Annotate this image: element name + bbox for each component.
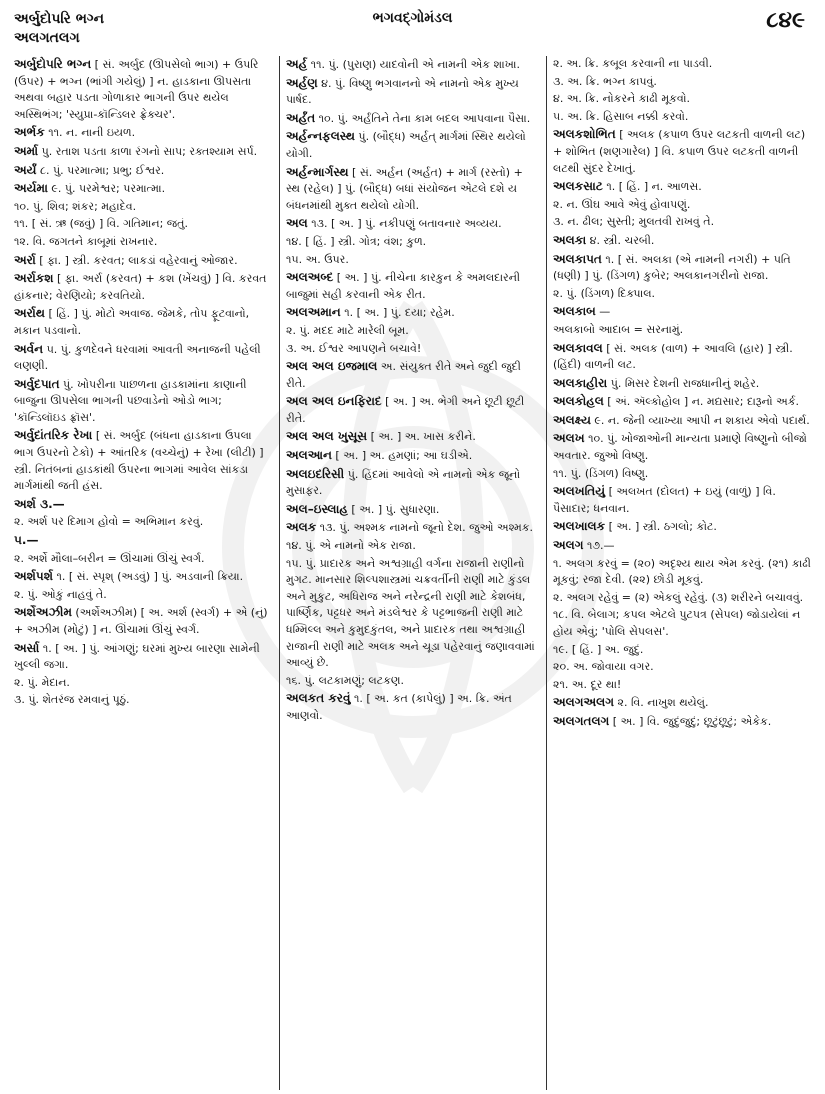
dictionary-entry	[553, 340, 815, 374]
dictionary-entry	[14, 252, 272, 270]
entry-headword: અલખ	[553, 431, 585, 446]
entry-definition: ૪. અ. ક્રિ. નોકરને કાઢી મૂકવો.	[553, 92, 690, 106]
entry-definition: ૩. પું. શેતરંજ રમવાનું પૂઠું.	[14, 693, 130, 707]
entry-sense	[286, 234, 540, 251]
column-divider	[546, 56, 547, 1090]
entry-definition: ૯. પું. પરમેશ્વર; પરમાત્મા.	[47, 182, 166, 196]
entry-headword: અલકશોભિત	[553, 127, 616, 142]
entry-sense	[14, 216, 272, 233]
dictionary-entry	[553, 483, 815, 517]
entry-headword: અર્વુદાંતરિક રેખા	[14, 428, 93, 443]
entry-headword: અલકોહલ	[553, 394, 604, 409]
entry-definition: [ સં. અર્હન (અર્હત) + માર્ગ (રસ્તો) + સ્થ (રહેલ) ] પું. (બૌદ્ધ) બધાં સંયોજન એટલે દશે ય બંધનમાંથી મુક્ત થયેલો યોગી.	[286, 165, 523, 212]
entry-definition: પું. હિંદમાં આવેલો એ નામનો એક જૂનો મુસાફર.	[286, 467, 521, 498]
dictionary-entry	[14, 376, 272, 427]
column-divider	[279, 56, 280, 1090]
entry-definition: ૧૫. અ. ઉપર.	[286, 252, 349, 266]
header-first-word: અર્બુદોપરિ ભગ્ન	[14, 11, 105, 27]
entry-headword: અર્યં	[14, 162, 37, 177]
header-book-title: ભગવદ્ગોમંડલ	[372, 10, 453, 26]
entry-definition: (અર્શેઅઝીમ) [ અ. અર્શ (સ્વર્ગ) + એ (નું) + અઝીમ (મોટું) ] ન. ઊંચામાં ઊંચું સ્વર્ગ.	[14, 606, 268, 636]
entry-headword: અર્વન	[14, 341, 44, 356]
entry-definition: ૧. [ અ. ] પું. આંગણું; ઘરમાં મુખ્ય બારણા સામેની ખુલ્લી જગા.	[14, 641, 260, 672]
entry-headword: અલગઅલગ	[553, 695, 614, 710]
entry-definition: પું. (બૌદ્ધ) અર્હત્ માર્ગમાં સ્થિર થયેલો યોગી.	[286, 130, 526, 160]
entry-definition: ૧૫. પું. પ્રાદારક અને અશ્વગ્રાહી વર્ગના રાજાની રાણીનો મુગટ. માનસાર શિલ્પશાસ્ત્રમાં ચક્રવર્તીની રાણી માટે કુંડલ અને મુકુટ, અધિરાજ અને નરેન્દ્રની રાણી માટે કેશબંધ, પાર્ષ્ણિક, પટ્ટધર અને મંડલેશ્વર કે પટ્ટભાજની રાણી માટે ધમ્મિલ્લ અને કુમુદકુંતલ, અને પ્રાદારક તથા અશ્વગ્રાહી રાજાની રાણી માટે અલક અને ચૂડા પહેરવાનું જણાવવામાં આવ્યું છે.	[286, 556, 535, 670]
entry-sense	[286, 252, 540, 269]
header-last-word: અલગતલગ	[14, 30, 80, 46]
entry-sense	[553, 677, 815, 694]
dictionary-entry	[14, 305, 272, 339]
entry-definition: ૮. પું. પરમાત્મા; પ્રભુ; ઈશ્વર.	[36, 163, 165, 177]
entry-headword: અલઆન	[286, 448, 332, 463]
entry-definition: ૫. અ. ક્રિ. હિસાબ નક્કી કરવો.	[553, 109, 689, 123]
entry-definition: પુ. રતાશ પડતા કાળા રંગનો સાપ; રક્તશ્યામ સર્પ.	[38, 144, 258, 158]
entry-definition: ૧. [ સં. અલકા (એ નામની નગરી) + પતિ (ધણી) ] પું. (ડિંગળ) કુબેર; અલકાનગરીનો રાજા.	[553, 252, 791, 283]
dictionary-entry	[14, 604, 272, 638]
entry-sense	[553, 286, 815, 303]
entry-headword: અર્હન્નફલસ્થ	[286, 129, 355, 144]
entry-definition: ૩. અ. ક્રિ. ભગ્ન કાપવું.	[553, 74, 657, 88]
dictionary-entry	[286, 428, 540, 446]
entry-sense	[286, 556, 540, 672]
entry-definition: ૨. પું. મેદાન.	[14, 675, 70, 689]
entry-headword: અલકાપત	[553, 251, 602, 266]
dictionary-entry	[14, 341, 272, 375]
entry-definition: ૧૬. પું. લટકામણું; લટકણ.	[286, 673, 404, 687]
entry-definition: [ સં. અર્બુદ (ઊપસેલો ભાગ) + ઉપરિ (ઉપર) + ભગ્ન (ભાંગી ગયેલું) ] ન. હાડકાના ઊપસતા અથવા બહાર પડતા ગોળાકાર ભાગની ઉપર થયેલ અસ્થિભંગ; 'સ્યુપ્રા-કૉન્ડિલર ફ્રેક્ચર'.	[14, 58, 259, 121]
entry-headword: અલકાહીરા	[553, 375, 608, 390]
dictionary-entry	[286, 466, 540, 500]
dictionary-entry	[553, 537, 815, 555]
entry-headword: અર્શ ૩.—	[14, 496, 65, 511]
entry-definition: ૪. પું. વિષ્ણુ ભગવાનનો એ નામનો એક મુખ્ય પાર્ષદ.	[286, 76, 519, 107]
dictionary-entry	[553, 375, 815, 393]
entry-headword: અર્વુદપાત	[14, 376, 60, 391]
dictionary-entry	[14, 427, 272, 494]
entry-definition: [ અલખત (દોલત) + ઇયું (વાળું) ] વિ. પૈસાદાર; ધનવાન.	[553, 485, 776, 515]
entry-definition: પું. મિસર દેશની રાજધાનીનું શહેર.	[607, 376, 760, 390]
entry-sense	[14, 692, 272, 709]
entry-definition: [ અલક (કપાળ ઉપર લટકતી વાળની લટ) + શોભિત (શણગારેલ) ] વિ. કપાળ ઉપર લટકતી વાળની લટથી સુંદર દેખાતું.	[553, 128, 806, 175]
entry-sense	[553, 590, 815, 607]
entry-definition: [ અ. ] સ્ત્રી. ઠગલો; કોટ.	[605, 520, 717, 534]
entry-headword: અલઇદરિસી	[286, 466, 345, 481]
entry-headword: અલ અલ ઇજમાલ	[286, 359, 378, 374]
entry-headword: અલક	[286, 520, 317, 535]
entry-definition: ૨. ન. ઊંઘ આવે એવું હોવાપણું.	[553, 197, 691, 211]
entry-definition: ૨. વિ. નાખુશ થયેલું.	[614, 696, 709, 710]
dictionary-entry	[14, 270, 272, 304]
entry-headword: અર્ભક	[14, 125, 45, 140]
dictionary-entry	[553, 178, 815, 196]
entry-headword: ૫.—	[14, 533, 39, 548]
entry-definition: ૧૨. વિ. જગતને કાબૂમાં રાખનાર.	[14, 234, 158, 248]
dictionary-entry	[553, 518, 815, 536]
dictionary-entry	[286, 358, 540, 392]
entry-definition: [ હિં. ] પું. મોટો અવાજ. જેમકે, તોપ ફૂટવાનો, મકાન પડવાનો.	[14, 307, 250, 337]
entry-definition: ૨. પું. ઓકું નાહવું તે.	[14, 587, 107, 601]
entry-headword: અર્હણ	[286, 75, 318, 90]
entry-definition: [ અ. ] પું. નીચેના કારકુન કે અમલદારની બાજુમાં સહી કરવાની એક રીત.	[286, 271, 521, 301]
entry-definition: ૧. અલગ કરવું = (૨૦) અદૃશ્ય થાય એમ કરવું. (૨૧) કાઢી મૂકવું; રજા દેવી. (૨૨) છોડી મૂકવું.	[553, 556, 811, 587]
entry-definition: ૧૯. [ હિં. ] અ. જુદું.	[553, 642, 644, 656]
entry-headword: અલઅમાન	[286, 305, 341, 320]
entry-headword: અલકત કરવું	[286, 691, 351, 706]
entry-headword: અર્રાકશ	[14, 271, 54, 286]
entry-sense	[553, 197, 815, 214]
entry-headword: અલગ	[553, 538, 584, 553]
entry-headword: અલખતિયું	[553, 484, 606, 499]
entry-sense	[286, 323, 540, 340]
entry-definition: ૪. સ્ત્રી. ચરબી.	[586, 233, 655, 247]
entry-headword: અલકસાટ	[553, 179, 603, 194]
dictionary-entry	[286, 501, 540, 519]
entry-headword: અર્બુદોપરિ ભગ્ન	[14, 57, 92, 71]
dictionary-entry	[14, 143, 272, 161]
entry-sense	[553, 109, 815, 126]
dictionary-entry	[14, 640, 272, 674]
entry-sense	[553, 607, 815, 640]
entry-sense	[553, 466, 815, 483]
dictionary-entry	[553, 430, 815, 464]
entry-definition: —	[595, 305, 611, 319]
entry-sense	[14, 234, 272, 251]
entry-definition: ૧. [ અ. ] પું. દયા; રહેમ.	[340, 306, 455, 320]
entry-definition: ૨. અલગ રહેવું = (૨) એકલું રહેવું. (૩) શરીરને બચાવવું.	[553, 590, 804, 604]
entry-sense	[14, 199, 272, 216]
entry-headword: અર્સા	[14, 640, 40, 655]
entry-sense	[553, 91, 815, 108]
entry-definition: ૫. પું. કુળદેવને ધરવામાં આવતી અનાજની પહેલી લણણી.	[14, 342, 261, 373]
entry-headword: અલક્ષ્ય	[553, 412, 591, 427]
entry-sense	[14, 675, 272, 692]
entry-definition: ૨૦. અ. જોવાયા વગર.	[553, 660, 654, 674]
dictionary-entry	[286, 215, 540, 233]
dictionary-entry	[14, 124, 272, 142]
dictionary-entry	[286, 110, 540, 128]
entry-definition: ૯. ન. જેની વ્યાખ્યા આપી ન શકાય એવો પદાર્થ.	[590, 413, 810, 427]
entry-definition: [ અ. ] અ. ભેગી અને છૂટી છૂટી રીતે.	[286, 395, 525, 425]
entry-headword: અર્શપર્શ	[14, 569, 53, 584]
entry-definition: ૧૩. [ અ. ] પું. નકીપણું બતાવનાર અવ્યય.	[307, 217, 502, 231]
entry-headword: અલ	[286, 216, 308, 231]
entry-definition: ૧૭.—	[583, 539, 615, 553]
entry-definition: [ અ. ] અ. હમણાં; આ ઘડીએ.	[331, 449, 473, 463]
entry-definition: અ. સંયુક્ત રીતે અને જુદી જુદી રીતે.	[286, 360, 521, 390]
entry-headword: અલઅબ્દ	[286, 270, 334, 285]
entry-sense	[553, 56, 815, 73]
dictionary-entry	[553, 303, 815, 321]
entry-headword: અર્રા	[14, 252, 36, 267]
entry-headword: અર્હન્માર્ગસ્થ	[286, 164, 349, 179]
column-2	[286, 56, 540, 1090]
dictionary-entry	[14, 56, 272, 123]
entry-headword: અલકા	[553, 232, 587, 247]
entry-definition: અલકાબો આદાબ = સરનામું.	[553, 322, 684, 336]
entry-sense	[14, 587, 272, 604]
dictionary-entry	[553, 393, 815, 411]
entry-definition: ૧. [ સં. સ્પૃશ્ (અડવું) ] પું. અડવાની ક્રિયા.	[52, 570, 244, 584]
entry-sense	[553, 659, 815, 676]
entry-sense	[553, 74, 815, 91]
dictionary-entry	[553, 694, 815, 712]
entry-sense	[553, 556, 815, 589]
entry-definition: [ ફા. અર્રા (કરવત) + કશ (ખેંચવું) ] વિ. કરવત હાંકનાર; વેરણિયો; કરવતિયો.	[14, 272, 267, 302]
column-3	[553, 56, 815, 1090]
entry-definition: ૧૩. પું. અશ્મક નામનો જૂનો દેશ. જુઓ અશ્મક.	[316, 521, 533, 535]
dictionary-entry	[14, 180, 272, 198]
entry-definition: ૧૧. પું. (ડિંગળ) વિષ્ણુ.	[553, 466, 649, 480]
entry-definition: ૧૮. વિ. બેલાગ; કપલ એટલે પુટપત્ર (સેપલ) જોડાયેલાં ન હોય એવું; 'પોલિ સેપલસ'.	[553, 608, 801, 638]
entry-sense	[286, 538, 540, 555]
dictionary-entry	[553, 412, 815, 430]
entry-definition: ૧૪. પું. એ નામનો એક રાજા.	[286, 539, 416, 553]
entry-definition: ૩. અ. ઈશ્વર આપણને બચાવે!	[286, 341, 422, 355]
entry-headword: અર્યમા	[14, 181, 48, 196]
entry-sense	[553, 642, 815, 659]
entry-sense	[553, 214, 815, 231]
dictionary-entry	[14, 568, 272, 586]
entry-definition: ૧૧. ન. નાની ઇયળ.	[44, 126, 136, 140]
entry-definition: ૧. [ હિં. ] ન. આળસ.	[602, 180, 702, 194]
entry-headword: અર્હ	[286, 57, 308, 71]
dictionary-entry	[553, 232, 815, 250]
dictionary-entry	[286, 519, 540, 537]
entry-definition: ૧૦. પું. ખોજાઓની માન્યતા પ્રમાણે વિષ્ણુનો બીજો અવતાર. જુઓ વિષ્ણુ.	[553, 432, 807, 463]
header-page-number: ૮૪૯	[766, 8, 805, 33]
entry-headword: અલ અલ ખુસૂસ	[286, 429, 368, 444]
entry-headword: અલકાબ	[553, 304, 596, 319]
entry-sense	[14, 514, 272, 531]
entry-definition: [ સં. અર્બુદ (બંધના હાડકાના ઉપલા ભાગ ઉપરનો ટેકો) + આંતરિક (વચ્ચેનું) + રેખા (લીટી) ] સ્ત્રી. નિતંબનાં હાડકાંથી ઉપરના ભાગમાં આવેલ સાંકડા માર્ગમાંથી જતી હંસ.	[14, 429, 264, 493]
entry-definition: ૨. અ. ક્રિ. કબૂલ કરવાની ના પાડવી.	[553, 57, 713, 70]
entry-definition: ૧૪. [ હિં. ] સ્ત્રી. ગોત્ર; વંશ; કુળ.	[286, 234, 427, 248]
entry-headword: અલ–ઇસ્લાહ	[286, 501, 348, 516]
entry-definition: ૧૧. [ સં. ઋ (જવું) ] વિ. ગતિમાન; જતું.	[14, 217, 188, 231]
dictionary-entry	[553, 126, 815, 177]
entry-definition: ૧૧. પું. (પુરાણ) યાદવોની એ નામની એક શાખા.	[307, 58, 520, 71]
entry-sense	[286, 673, 540, 690]
entry-definition: ૩. ન. ઢીલ; સુસ્તી; મુલતવી રાખવું તે.	[553, 215, 715, 229]
entry-definition: પું. ખોપરીના પાછળના હાડકામાંના કાણાની બાજુના ઊપસેલા ભાગની પછવાડેનો ઓડો ભાગ; 'કૉન્ડિલૉઇડ ફ્રૉસ'.	[14, 377, 247, 424]
dictionary-entry	[286, 304, 540, 322]
entry-headword: અલગતલગ	[553, 713, 610, 728]
dictionary-entry	[14, 496, 272, 514]
dictionary-entry	[286, 690, 540, 724]
entry-definition: ૧૦. પું. અર્હંતિને તેના કામ બદલ આપવાના પૈસા.	[315, 111, 531, 125]
entry-definition: [ અ. ] વિ. જુદુંજુદું; છૂટુંછૂટું; એકેક.	[609, 714, 772, 728]
entry-definition: [ ફા. ] સ્ત્રી. કરવત; લાકડાં વહેરવાનું ઓજાર.	[35, 253, 238, 267]
entry-definition: ૨. અર્શ પર દિમાગ હોવો = અભિમાન કરવું.	[14, 515, 204, 529]
dictionary-entry	[286, 75, 540, 109]
entry-definition: ૨. પું. મદદ માટે મારેલી બૂમ.	[286, 323, 409, 337]
entry-headword: અલખાલક	[553, 519, 606, 534]
dictionary-entry	[286, 128, 540, 162]
page-header	[0, 0, 825, 56]
entry-definition: ૧. [ અ. કત (કાપેલું) ] અ. ક્રિ. અંત આણવો.	[286, 692, 512, 722]
dictionary-entry	[286, 393, 540, 427]
entry-sense	[553, 322, 815, 339]
entry-headword: અર્મા	[14, 143, 39, 158]
entry-definition: ૧૦. પું. શિવ; શંકર; મહાદેવ.	[14, 199, 137, 213]
entry-sense	[286, 341, 540, 358]
dictionary-entry	[286, 269, 540, 303]
dictionary-columns	[0, 56, 825, 1094]
entry-definition: ૨. પું. (ડિંગળ) દિક્પાલ.	[553, 286, 656, 300]
entry-definition: [ અ. ] પું. સુધારણા.	[347, 502, 440, 516]
entry-definition: ૨૧. અ. દૂર થા!	[553, 677, 622, 691]
column-1	[14, 56, 272, 1090]
entry-definition: [ અં. ઍલ્કોહોલ ] ન. મદ્યસાર; દારૂનો અર્ક.	[603, 395, 799, 409]
entry-definition: ૨. અર્શે મૌલા–બરીન = ઊંચામાં ઊંચું સ્વર્ગ.	[14, 551, 205, 565]
entry-definition: [ સં. અલક (વાળ) + આવલિ (હાર) ] સ્ત્રી. (હિંદી) વાળની લટ.	[553, 341, 793, 372]
dictionary-entry	[553, 251, 815, 285]
entry-headword: અલકાવલ	[553, 340, 603, 355]
dictionary-entry	[286, 164, 540, 215]
dictionary-entry	[286, 447, 540, 465]
entry-sense	[14, 551, 272, 568]
entry-definition: [ અ. ] અ. ખાસ કરીને.	[367, 430, 476, 444]
entry-headword: અર્શેઅઝીમ	[14, 605, 72, 620]
entry-headword: અલ અલ ઇનફિરાદ	[286, 394, 382, 409]
entry-headword: અર્રાથ	[14, 306, 46, 321]
dictionary-entry	[14, 162, 272, 180]
entry-headword: અર્હંત	[286, 110, 316, 125]
dictionary-entry	[14, 532, 272, 550]
dictionary-entry	[286, 56, 540, 74]
dictionary-entry	[553, 713, 815, 731]
